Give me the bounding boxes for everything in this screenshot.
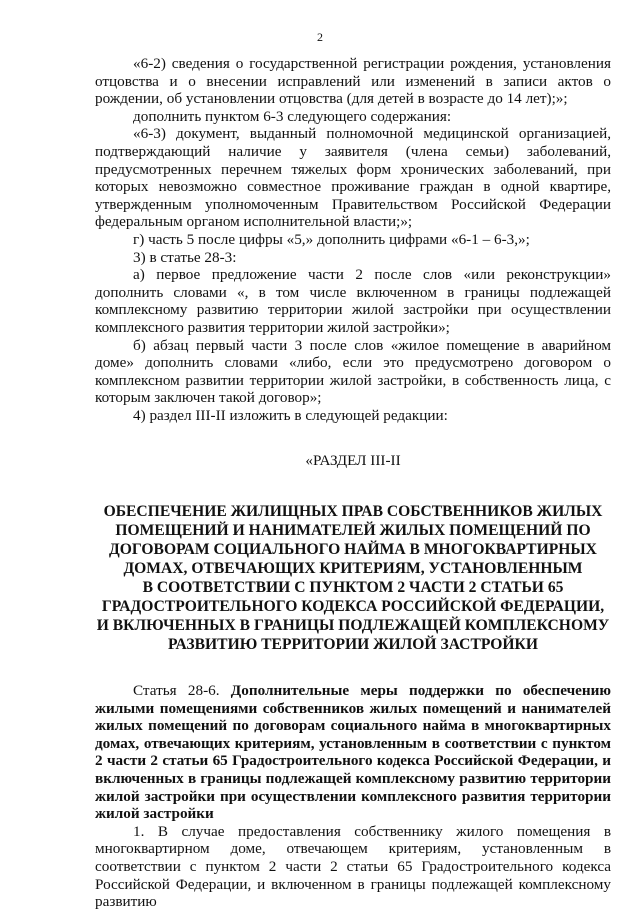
paragraph-6-2: «6-2) сведения о государственной регистрации рождения, установления отцовства и о внесении исправлений или изменений в записи актов о рождении, об установлении отцовства (для детей в возрасте до 14 лет);»; xyxy=(95,55,611,108)
heading-line: ГРАДОСТРОИТЕЛЬНОГО КОДЕКСА РОССИЙСКОЙ ФЕДЕРАЦИИ, xyxy=(101,598,605,616)
heading-line: В СООТВЕТСТВИИ С ПУНКТОМ 2 ЧАСТИ 2 СТАТЬИ 65 xyxy=(142,579,564,597)
heading-line: ДОМАХ, ОТВЕЧАЮЩИХ КРИТЕРИЯМ, УСТАНОВЛЕННЫМ xyxy=(123,560,583,578)
article-28-6 xyxy=(95,682,611,823)
heading-line: ПОМЕЩЕНИЙ И НАНИМАТЕЛЕЙ ЖИЛЫХ ПОМЕЩЕНИЙ ПО xyxy=(115,522,591,540)
paragraph-g: г) часть 5 после цифры «5,» дополнить цифрами «6-1 – 6-3,»; xyxy=(133,230,530,248)
section-heading xyxy=(95,502,611,654)
paragraph-4: 4) раздел III-II изложить в следующей редакции: xyxy=(133,406,448,424)
paragraph-article-28-3: 3) в статье 28-3: xyxy=(133,248,237,266)
heading-line: РАЗВИТИЮ ТЕРРИТОРИИ ЖИЛОЙ ЗАСТРОЙКИ xyxy=(168,636,538,654)
paragraph-6-3: «6-3) документ, выданный полномочной медицинской организацией, подтверждающий наличие у заявителя (члена семьи) заболеваний, предусмотренных перечнем тяжелых форм хронических заболеваний, при которых невозможно совместное проживание граждан в одной квартире, утвержденным уполномоченным Правительством Российской Федерации федеральным органом исполнительной власти;»; xyxy=(95,125,611,231)
paragraph-b: б) абзац первый части 3 после слов «жилое помещение в аварийном доме» дополнить словами «либо, если это предусмотрено договором о комплексном развитии территории жилой застройки, в собственность лица, с которым заключен такой договор»; xyxy=(95,336,611,407)
page-number: 2 xyxy=(317,30,323,44)
section-title: «РАЗДЕЛ III-II xyxy=(305,452,401,470)
paragraph-1: 1. В случае предоставления собственнику жилого помещения в многоквартирном доме, отвечающем критериям, установленным в соответствии с пунктом 2 части 2 статьи 65 Градостроительного кодекса Российской Федерации, и включенном в границы подлежащей комплексному развитию xyxy=(95,822,611,911)
paragraph-add-6-3: дополнить пунктом 6-3 следующего содержания: xyxy=(133,107,452,125)
document-body xyxy=(95,55,611,911)
heading-line: ДОГОВОРАМ СОЦИАЛЬНОГО НАЙМА В МНОГОКВАРТИРНЫХ xyxy=(109,541,597,559)
article-title: Дополнительные меры поддержки по обеспечению жилыми помещениями собственников жилых помещений и нанимателей жилых помещений по договорам социального найма в многоквартирных домах, отвечающих критериям, установленным в соответствии с пунктом 2 части 2 статьи 65 Градостроительного кодекса Российской Федерации, и включенных в границы подлежащей комплексному развитию территории жилой застройки при осуществлении комплексного развития территории жилой застройки xyxy=(95,682,611,823)
heading-line: ОБЕСПЕЧЕНИЕ ЖИЛИЩНЫХ ПРАВ СОБСТВЕННИКОВ ЖИЛЫХ xyxy=(103,503,603,521)
article-label: Статья 28-6. xyxy=(133,682,220,700)
heading-line: И ВКЛЮЧЕННЫХ В ГРАНИЦЫ ПОДЛЕЖАЩЕЙ КОМПЛЕКСНОМУ xyxy=(96,617,610,635)
paragraph-a: а) первое предложение части 2 после слов «или реконструкции» дополнить словами «, в том числе включенном в границы подлежащей комплексному развитию территории жилой застройки при осуществлении комплексного развития территории жилой застройки»; xyxy=(95,266,611,336)
